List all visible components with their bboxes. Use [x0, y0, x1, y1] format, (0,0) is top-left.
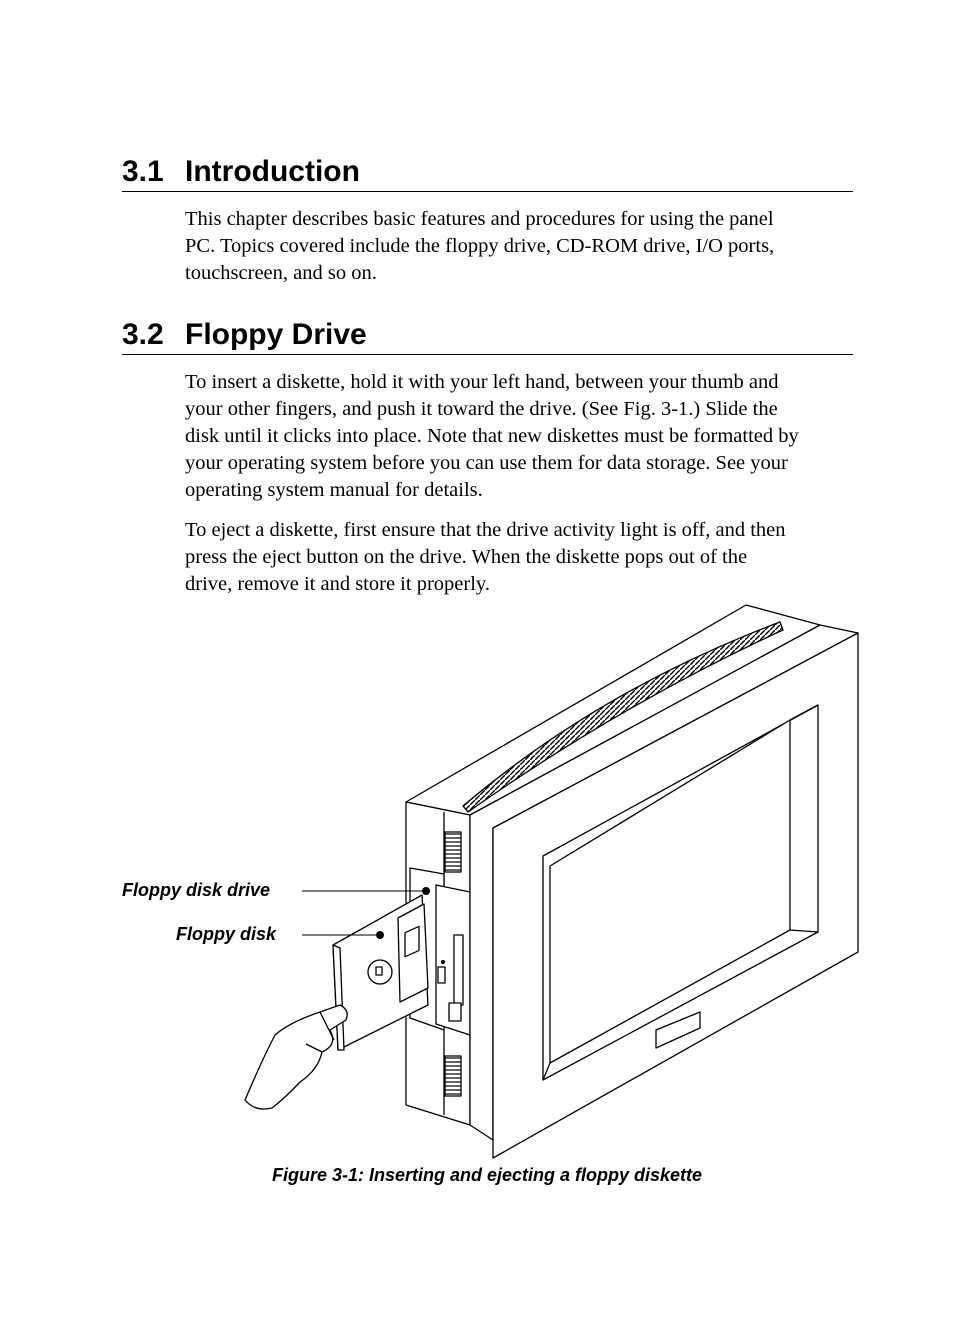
text-line: press the eject button on the drive. When the diskette pops out of the	[185, 546, 748, 568]
text-line: operating system manual for details.	[185, 479, 483, 501]
text-line: disk until it clicks into place. Note that new diskettes must be formatted by	[185, 425, 799, 447]
floppy-disk-label: Floppy disk	[176, 924, 277, 944]
section-title: Introduction	[185, 155, 360, 188]
text-line: This chapter describes basic features and procedures for using the panel	[185, 208, 774, 230]
drive-pointer-dot	[422, 887, 430, 895]
text-line: your other fingers, and push it toward the drive. (See Fig. 3-1.) Slide the	[185, 398, 778, 420]
section-number: 3.2	[122, 318, 164, 351]
hand	[245, 1005, 347, 1109]
text-line: touchscreen, and so on.	[185, 262, 377, 284]
section-number: 3.1	[122, 155, 164, 188]
text-line: To eject a diskette, first ensure that the drive activity light is off, and then	[185, 519, 786, 541]
text-line: your operating system before you can use them for data storage. See your	[185, 452, 788, 474]
text-line: drive, remove it and store it properly.	[185, 573, 490, 595]
side-vent-upper	[445, 832, 461, 872]
section-title: Floppy Drive	[185, 318, 367, 351]
figure-caption: Figure 3-1: Inserting and ejecting a floppy diskette	[271, 1165, 703, 1185]
text-line: PC. Topics covered include the floppy drive, CD-ROM drive, I/O ports,	[185, 235, 775, 257]
eject-button	[449, 1003, 461, 1021]
floppy-disk-drive-label: Floppy disk drive	[122, 880, 271, 900]
text-line: To insert a diskette, hold it with your left hand, between your thumb and	[185, 371, 779, 393]
side-vent-lower	[445, 1056, 461, 1096]
disk-pointer-dot	[376, 931, 384, 939]
